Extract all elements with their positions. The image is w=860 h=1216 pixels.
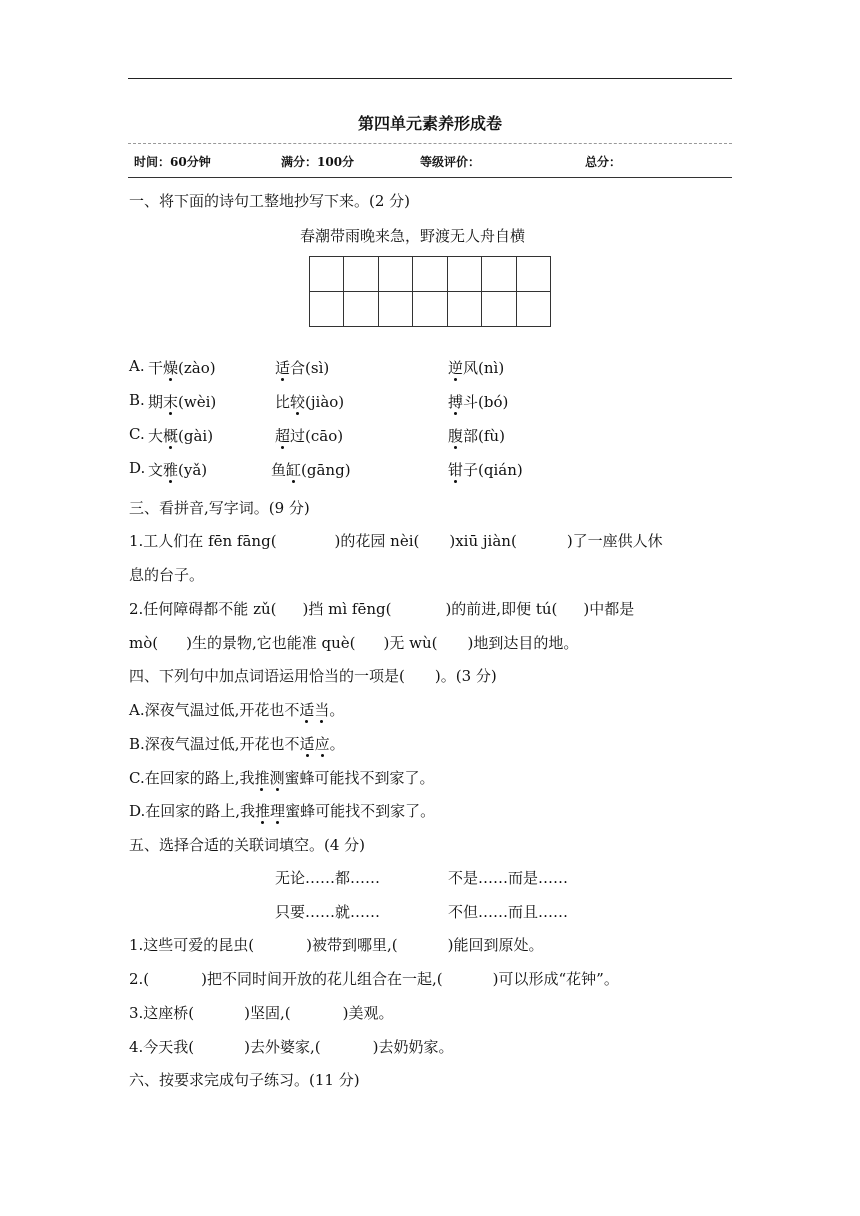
q1-poem: 春潮带雨晚来急，野渡无人舟自横 [300, 227, 526, 245]
copy-writing-grid[interactable] [309, 256, 551, 327]
grid-cell[interactable] [310, 257, 344, 292]
dotted-character: 推 [254, 769, 270, 787]
grid-cell[interactable] [517, 257, 551, 292]
total-score-info: 总分： [585, 155, 622, 169]
q5-s1-part: )能回到原处。 [447, 936, 544, 954]
q3-s2-part: )地到达目的地。 [467, 634, 579, 652]
grade-info: 等级评价： [420, 155, 481, 169]
q2-word [148, 459, 207, 480]
q3-s1-part: )的花园 nèi( [334, 532, 420, 550]
q3-s2-part: 2.任何障碍都不能 zǔ( [129, 600, 277, 618]
q3-sentence-2 [129, 598, 634, 619]
dotted-character: 应 [314, 735, 330, 753]
option-text: 。 [329, 701, 345, 719]
top-rule [128, 78, 732, 79]
grid-cell[interactable] [448, 292, 482, 327]
word-text: (gài) [178, 427, 214, 445]
dotted-character: 逆 [448, 359, 464, 377]
word-text: 干 [148, 359, 164, 377]
q2-word [148, 357, 216, 378]
option-text: A.深夜气温过低,开花也不 [129, 701, 300, 719]
conjunction-option: 不是……而是…… [448, 869, 569, 887]
word-text: 斗(bó) [463, 393, 509, 411]
q2-word [148, 391, 216, 412]
dotted-character: 末 [163, 393, 179, 411]
word-text: 过(cāo) [290, 427, 344, 445]
q5-sentence-3 [129, 1002, 394, 1023]
q4-option[interactable] [129, 800, 435, 821]
word-text: 风(nì) [463, 359, 505, 377]
word-text: (yǎ) [178, 461, 208, 479]
grid-cell[interactable] [413, 292, 447, 327]
q3-s2-part: )挡 mì fēng( [302, 600, 392, 618]
page-title: 第四单元素养形成卷 [357, 114, 502, 133]
q5-sentence-2 [129, 968, 619, 989]
q4-option[interactable] [129, 733, 345, 754]
q2-word [448, 357, 504, 378]
q4-heading-part: 四、下列句中加点词语运用恰当的一项是( [129, 667, 405, 685]
grid-cell[interactable] [482, 257, 516, 292]
word-text: 合(sì) [290, 359, 330, 377]
option-text: 蜜蜂可能找不到家了。 [284, 769, 435, 787]
q3-s2-part: mò( [129, 634, 159, 652]
dashed-divider [128, 143, 732, 144]
conjunction-option: 不但……而且…… [448, 903, 569, 921]
q5-s2-part: )可以形成“花钟”。 [492, 970, 619, 988]
word-text: 期 [148, 393, 164, 411]
conjunction-option: 只要……就…… [275, 903, 381, 921]
dotted-character: 钳 [448, 461, 464, 479]
q5-s4-part: 4.今天我( [129, 1038, 195, 1056]
dotted-character: 当 [314, 701, 330, 719]
word-text: (gāng) [301, 461, 351, 479]
q3-sentence-1 [129, 530, 663, 551]
option-text: 蜜蜂可能找不到家了。 [285, 802, 436, 820]
grid-cell[interactable] [379, 257, 413, 292]
grid-cell[interactable] [310, 292, 344, 327]
dotted-character: 概 [163, 427, 179, 445]
q5-sentence-4 [129, 1036, 454, 1057]
option-text: C.在回家的路上,我 [129, 769, 255, 787]
dotted-character: 适 [299, 701, 315, 719]
dotted-character: 燥 [163, 359, 179, 377]
q3-s2-part: )中都是 [583, 600, 635, 618]
q2-word [275, 425, 343, 446]
grid-cell[interactable] [413, 257, 447, 292]
q3-s2-part: )无 wù( [383, 634, 438, 652]
q3-s2-part: )的前进,即便 tú( [445, 600, 558, 618]
q2-option-letter: C. [129, 425, 145, 443]
q4-heading-part: )。(3 分) [434, 667, 497, 685]
word-text: (wèi) [178, 393, 217, 411]
q2-word [275, 357, 329, 378]
q2-word [148, 425, 213, 446]
q3-sentence-2-continued [129, 632, 578, 653]
q4-heading [129, 665, 497, 686]
q6-heading: 六、按要求完成句子练习。(11 分) [129, 1071, 360, 1089]
word-text: 文 [148, 461, 164, 479]
q5-sentence-1 [129, 934, 544, 955]
q5-s1-part: 1.这些可爱的昆虫( [129, 936, 255, 954]
grid-cell[interactable] [379, 292, 413, 327]
time-info: 时间：60分钟 [134, 155, 211, 169]
word-text: 鱼 [271, 461, 287, 479]
q2-word [448, 459, 523, 480]
word-text: 部(fù) [463, 427, 505, 445]
option-text: B.深夜气温过低,开花也不 [129, 735, 300, 753]
dotted-character: 超 [275, 427, 291, 445]
grid-cell[interactable] [344, 292, 378, 327]
q2-option-letter: A. [129, 357, 145, 375]
q3-s1-part: )了一座供人休 [566, 532, 663, 550]
conjunction-option: 无论……都…… [275, 869, 381, 887]
q3-sentence-1-continued: 息的台子。 [129, 566, 205, 584]
q5-s2-part: 2.( [129, 970, 150, 988]
q5-s3-part: )坚固,( [244, 1004, 291, 1022]
word-text: 比 [275, 393, 291, 411]
q5-s3-part: 3.这座桥( [129, 1004, 195, 1022]
word-text: (zào) [178, 359, 216, 377]
q5-s3-part: )美观。 [342, 1004, 394, 1022]
header-bottom-rule [128, 177, 732, 178]
q2-option-letter: B. [129, 391, 145, 409]
dotted-character: 雅 [163, 461, 179, 479]
q3-s2-part: )生的景物,它也能准 què( [186, 634, 356, 652]
word-text: 子(qián) [463, 461, 523, 479]
q1-heading: 一、将下面的诗句工整地抄写下来。(2 分) [129, 192, 411, 210]
full-score-info: 满分：100分 [281, 155, 355, 169]
word-text: (jiào) [305, 393, 345, 411]
q5-s4-part: )去外婆家,( [244, 1038, 321, 1056]
option-text: 。 [329, 735, 345, 753]
q2-word [448, 425, 505, 446]
grid-cell[interactable] [482, 292, 516, 327]
dotted-character: 测 [269, 769, 285, 787]
q3-heading: 三、看拼音,写字词。(9 分) [129, 499, 310, 517]
q2-word [448, 391, 508, 412]
q2-word [275, 391, 344, 412]
option-text: D.在回家的路上,我 [129, 802, 256, 820]
q3-s1-part: )xiū jiàn( [449, 532, 517, 550]
dotted-character: 理 [270, 802, 286, 820]
q2-word [271, 459, 351, 480]
grid-cell[interactable] [344, 257, 378, 292]
q5-s4-part: )去奶奶家。 [372, 1038, 454, 1056]
dotted-character: 腹 [448, 427, 464, 445]
q2-option-letter: D. [129, 459, 146, 477]
q5-s1-part: )被带到哪里,( [306, 936, 398, 954]
q5-heading: 五、选择合适的关联词填空。(4 分) [129, 836, 366, 854]
dotted-character: 搏 [448, 393, 464, 411]
q5-s2-part: )把不同时间开放的花儿组合在一起,( [201, 970, 443, 988]
word-text: 大 [148, 427, 164, 445]
q4-option[interactable] [129, 699, 344, 720]
dotted-character: 较 [290, 393, 306, 411]
dotted-character: 缸 [286, 461, 302, 479]
q4-option[interactable] [129, 767, 435, 788]
dotted-character: 适 [275, 359, 291, 377]
q3-s1-part: 1.工人们在 fēn fāng( [129, 532, 277, 550]
grid-cell[interactable] [517, 292, 551, 327]
dotted-character: 推 [255, 802, 271, 820]
grid-cell[interactable] [448, 257, 482, 292]
dotted-character: 适 [299, 735, 315, 753]
